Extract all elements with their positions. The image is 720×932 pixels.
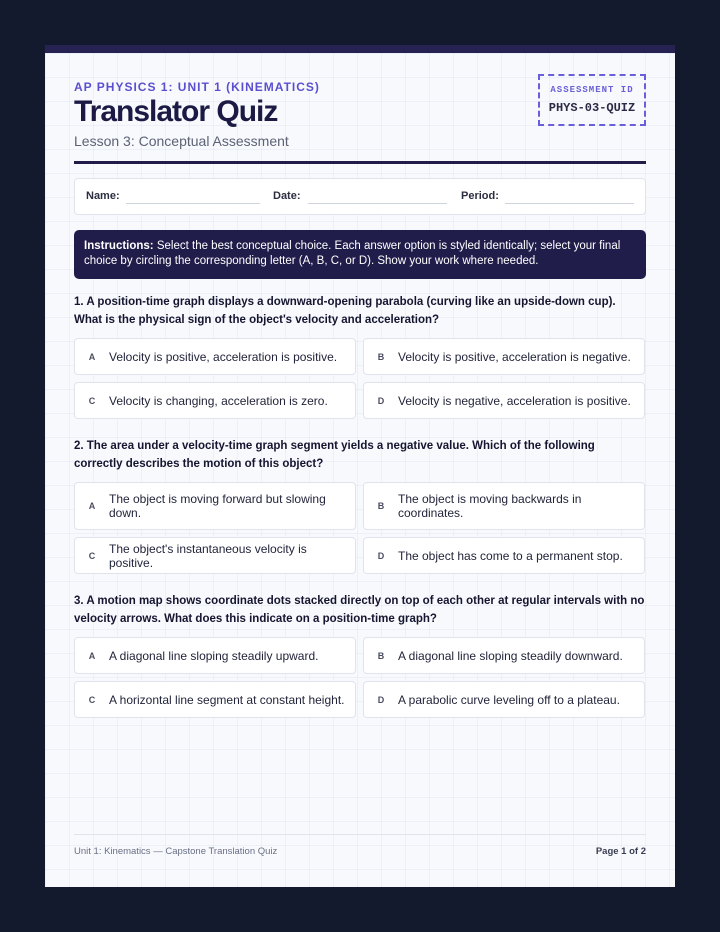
option-text: The object is moving forward but slowing down. xyxy=(109,492,326,520)
option-text: A parabolic curve leveling off to a plateau. xyxy=(398,692,620,707)
footer-course-label: Unit 1: Kinematics — Capstone Translation Quiz xyxy=(74,846,278,857)
option-letter: D xyxy=(377,550,385,561)
option-3a[interactable] xyxy=(74,637,356,674)
option-letter: C xyxy=(88,694,96,705)
option-letter: A xyxy=(88,501,96,511)
footer-divider xyxy=(74,834,646,835)
option-text: Velocity is negative, acceleration is positive. xyxy=(398,393,631,408)
option-text: A diagonal line sloping steadily downward. xyxy=(398,648,623,663)
option-letter: D xyxy=(377,395,385,406)
option-letter: B xyxy=(377,650,385,661)
option-text: The object has come to a permanent stop. xyxy=(398,548,623,563)
question-1: 1. A position-time graph displays a downward-opening parabola (curving like an upside-down cup). What is the physical sign of the object's velocity and acceleration? xyxy=(74,296,616,326)
unit-label: AP PHYSICS 1: UNIT 1 (KINEMATICS) xyxy=(74,80,320,94)
option-2c[interactable] xyxy=(74,537,356,574)
period-label: Period: xyxy=(461,190,499,202)
page-title: Translator Quiz xyxy=(74,95,278,128)
instructions-label: Instructions: xyxy=(84,240,154,252)
assessment-id-value: PHYS-03-QUIZ xyxy=(548,101,636,115)
question-3: 3. A motion map shows coordinate dots stacked directly on top of each other at regular intervals with no velocity arrows. What does this indicate on a position-time graph? xyxy=(74,595,645,625)
option-1b[interactable] xyxy=(363,338,645,375)
option-text: A horizontal line segment at constant height. xyxy=(109,692,345,707)
page-number: Page 1 of 2 xyxy=(595,846,646,857)
option-letter: A xyxy=(88,650,96,661)
name-label: Name: xyxy=(86,190,120,202)
option-3c[interactable] xyxy=(74,681,356,718)
option-text: Velocity is changing, acceleration is zero. xyxy=(109,393,328,408)
assessment-id-box xyxy=(538,74,646,126)
question-2: 2. The area under a velocity-time graph segment yields a negative value. Which of the following correctly describes the motion of this object? xyxy=(74,440,595,470)
option-1c[interactable] xyxy=(74,382,356,419)
option-3b[interactable] xyxy=(363,637,645,674)
option-2b[interactable] xyxy=(363,482,645,530)
option-letter: D xyxy=(377,694,385,705)
option-2d[interactable] xyxy=(363,537,645,574)
option-text: The object's instantaneous velocity is positive. xyxy=(109,541,307,570)
header xyxy=(74,53,646,164)
student-info-box xyxy=(74,178,646,215)
option-text: The object is moving backwards in coordinates. xyxy=(398,492,582,520)
option-text: A diagonal line sloping steadily upward. xyxy=(109,648,319,663)
option-1d[interactable] xyxy=(363,382,645,419)
option-letter: A xyxy=(88,351,96,362)
option-3d[interactable] xyxy=(363,681,645,718)
option-text: Velocity is positive, acceleration is negative. xyxy=(398,349,631,364)
page-subtitle: Lesson 3: Conceptual Assessment xyxy=(74,133,289,149)
instructions-text: Select the best conceptual choice. Each answer option is styled identically; select your final choice by circling the corresponding letter (A, B, C, or D). Show your work where needed. xyxy=(84,240,621,267)
name-field[interactable] xyxy=(126,203,260,204)
assessment-id-label: ASSESSMENT ID xyxy=(550,85,634,95)
date-label: Date: xyxy=(273,190,301,202)
option-text: Velocity is positive, acceleration is positive. xyxy=(109,349,338,364)
option-letter: C xyxy=(88,550,96,561)
date-field[interactable] xyxy=(308,203,447,204)
option-2a[interactable] xyxy=(74,482,356,530)
period-field[interactable] xyxy=(505,203,634,204)
option-letter: B xyxy=(377,351,385,362)
option-letter: B xyxy=(377,501,385,511)
option-1a[interactable] xyxy=(74,338,356,375)
instructions-box xyxy=(74,230,646,279)
quiz-page xyxy=(45,45,675,887)
option-letter: C xyxy=(88,395,96,406)
